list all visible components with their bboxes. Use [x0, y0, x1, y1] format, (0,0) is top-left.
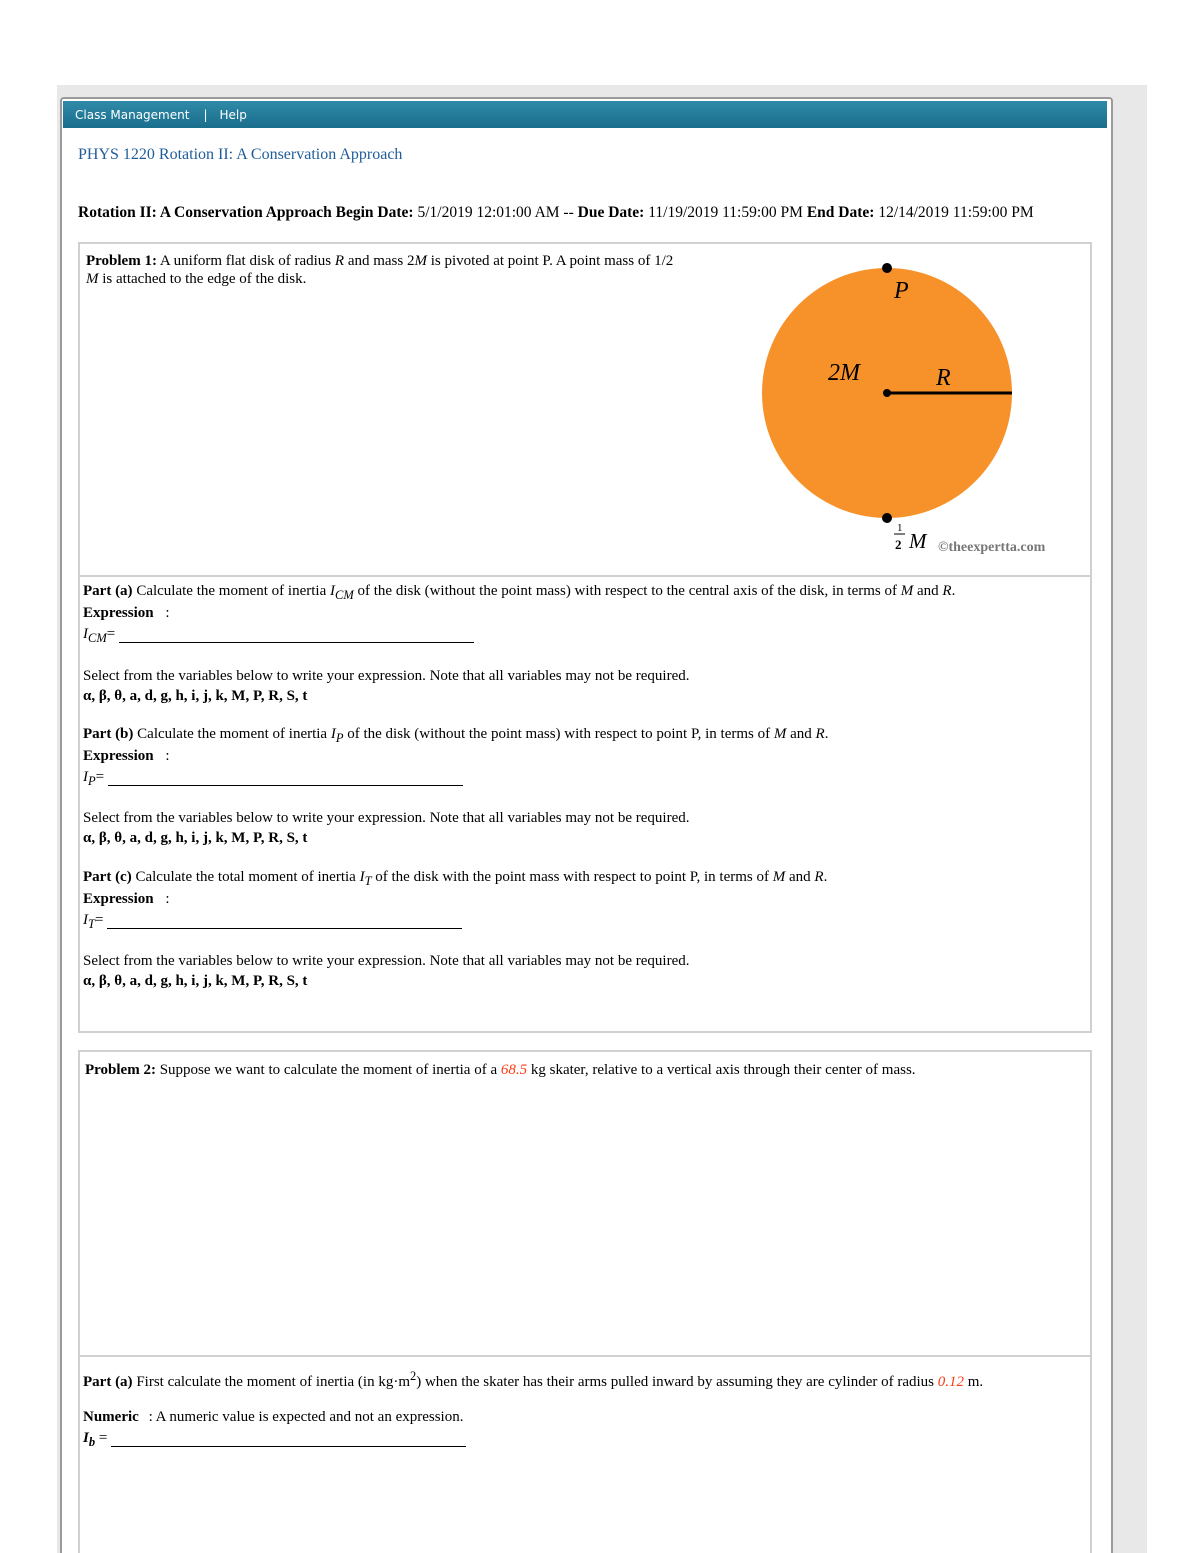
problem1-text: and mass 2 — [347, 253, 415, 269]
colon: : — [165, 891, 170, 907]
label-m: M — [909, 529, 927, 553]
part-c-variables: α, β, θ, a, d, g, h, i, j, k, M, P, R, S, t — [83, 973, 308, 989]
symbol-i-cm: $I_{CM}$ — [83, 626, 107, 645]
begin-date-label: Begin Date: — [335, 204, 414, 221]
period: . — [824, 726, 829, 742]
part-a-variables: α, β, θ, a, d, g, h, i, j, k, M, P, R, S, t — [83, 688, 308, 704]
colon: : — [165, 748, 170, 764]
part-a-text: Calculate the moment of inertia — [136, 583, 327, 599]
problem1-var-m: M — [86, 271, 99, 287]
problem1-text: is pivoted at point P. A point mass of 1/2 — [430, 253, 674, 269]
symbol-i-t: $I_T$ — [83, 912, 95, 931]
and-text: and — [788, 869, 811, 885]
var-r: R — [815, 726, 825, 742]
var-m: M — [772, 869, 786, 885]
problem1-label: Problem 1: — [86, 253, 157, 269]
units-exponent: 2 — [409, 1369, 417, 1383]
part-c-answer-row — [83, 911, 462, 933]
units-text: m. — [967, 1374, 984, 1390]
begin-date-value: 5/1/2019 12:01:00 AM -- — [417, 204, 574, 221]
part-a-text: of the disk (without the point mass) with respect to the central axis of the disk, in terms of — [357, 583, 897, 599]
expression-label: Expression — [83, 748, 154, 764]
part-a-label: Part (a) — [83, 583, 133, 599]
and-text: and — [790, 726, 812, 742]
var-r: R — [942, 583, 952, 599]
part-c-text: of the disk with the point mass with respect to point P, in terms of — [375, 869, 769, 885]
part-b-answer-row — [83, 768, 463, 790]
symbol-i-p: $I_P$ — [330, 726, 344, 745]
assignment-header — [78, 203, 1068, 222]
part-b-variables: α, β, θ, a, d, g, h, i, j, k, M, P, R, S, t — [83, 830, 308, 846]
symbol-i-cm: $I_{CM}$ — [330, 583, 354, 602]
part-b-text: of the disk (without the point mass) with respect to point P, in terms of — [347, 726, 771, 742]
problem2-statement-box — [78, 1050, 1092, 1357]
problem2-part-a-text: First calculate the moment of inertia (in kg·m — [136, 1374, 410, 1390]
top-navbar — [63, 101, 1107, 128]
part-b-expression-label — [83, 747, 170, 765]
numeric-note: : A numeric value is expected and not an expression. — [148, 1409, 464, 1425]
skater-mass-value: 68.5 — [500, 1062, 528, 1078]
part-a-expression-label — [83, 604, 170, 622]
problem2-numeric-label-row — [83, 1408, 463, 1426]
cylinder-radius-value: 0.12 — [937, 1374, 964, 1390]
course-title: PHYS 1220 Rotation II: A Conservation Approach — [78, 146, 403, 163]
due-date-label: Due Date: — [577, 204, 645, 221]
equals-sign: = — [106, 626, 116, 642]
problem2-text: kg skater, relative to a vertical axis through their center of mass. — [530, 1062, 916, 1078]
var-r: R — [814, 869, 824, 885]
period: . — [951, 583, 956, 599]
part-b-hint: Select from the variables below to write your expression. Note that all variables may not be required. — [83, 810, 690, 826]
part-c-label: Part (c) — [83, 869, 132, 885]
problem2-text: Suppose we want to calculate the moment of inertia of a — [159, 1062, 498, 1078]
problem2-part-a-label: Part (a) — [83, 1374, 133, 1390]
numeric-label: Numeric — [83, 1409, 139, 1425]
nav-separator: | — [203, 107, 208, 122]
problem2-part-a-answer-input[interactable] — [111, 1432, 466, 1447]
pivot-point-dot — [882, 263, 892, 273]
center-dot — [883, 389, 891, 397]
assignment-name: Rotation II: A Conservation Approach — [78, 204, 332, 221]
and-text: and — [916, 583, 939, 599]
symbol-i-b: $I_b$ — [83, 1430, 96, 1449]
end-date-label: End Date: — [806, 204, 875, 221]
expression-label: Expression — [83, 891, 154, 907]
symbol-i-t: $I_T$ — [359, 869, 372, 888]
problem2-statement — [85, 1061, 985, 1079]
disk-diagram — [760, 258, 1080, 558]
part-a-question — [83, 582, 1083, 604]
part-b-question — [83, 725, 1083, 747]
part-b-text: Calculate the moment of inertia — [137, 726, 328, 742]
part-c-expression-label — [83, 890, 170, 908]
watermark: ©theexpertta.com — [938, 540, 1046, 555]
part-a-answer-input[interactable] — [119, 628, 474, 643]
part-b-answer-input[interactable] — [108, 771, 463, 786]
equals-sign: = — [98, 1430, 108, 1446]
problem2-label: Problem 2: — [85, 1062, 156, 1078]
var-m: M — [773, 726, 787, 742]
problem1-text: is attached to the edge of the disk. — [102, 271, 307, 287]
nav-class-management-link[interactable]: Class Management — [75, 107, 190, 122]
point-mass-dot — [882, 513, 892, 523]
fraction-denominator: 2 — [895, 537, 902, 552]
part-c-answer-input[interactable] — [107, 914, 462, 929]
label-r: R — [936, 365, 951, 391]
problem2-answer-row — [83, 1429, 466, 1451]
nav-help-link[interactable]: Help — [219, 107, 247, 122]
expression-label: Expression — [83, 605, 154, 621]
problem1-statement — [86, 252, 686, 288]
label-2m: 2M — [828, 360, 860, 386]
due-date-value: 11/19/2019 11:59:00 PM — [648, 204, 803, 221]
problem1-var-m: M — [414, 253, 427, 269]
part-b-label: Part (b) — [83, 726, 134, 742]
problem2-part-a-text: ) when the skater has their arms pulled inward by assuming they are cylinder of radius — [416, 1374, 934, 1390]
label-p: P — [894, 278, 909, 304]
symbol-i-p: $I_P$ — [83, 769, 96, 788]
part-c-text: Calculate the total moment of inertia — [135, 869, 356, 885]
problem1-var-r: R — [334, 253, 345, 269]
end-date-value: 12/14/2019 11:59:00 PM — [878, 204, 1034, 221]
part-c-question — [83, 868, 1083, 890]
var-m: M — [900, 583, 914, 599]
equals-sign: = — [94, 912, 104, 928]
equals-sign: = — [95, 769, 105, 785]
part-c-hint: Select from the variables below to write your expression. Note that all variables may not be required. — [83, 953, 690, 969]
part-a-hint: Select from the variables below to write your expression. Note that all variables may not be required. — [83, 668, 690, 684]
colon: : — [165, 605, 170, 621]
problem2-part-a-question — [83, 1367, 1083, 1391]
part-a-answer-row — [83, 625, 474, 647]
fraction-numerator: 1 — [897, 522, 903, 534]
period: . — [823, 869, 828, 885]
problem1-text: A uniform flat disk of radius — [159, 253, 332, 269]
